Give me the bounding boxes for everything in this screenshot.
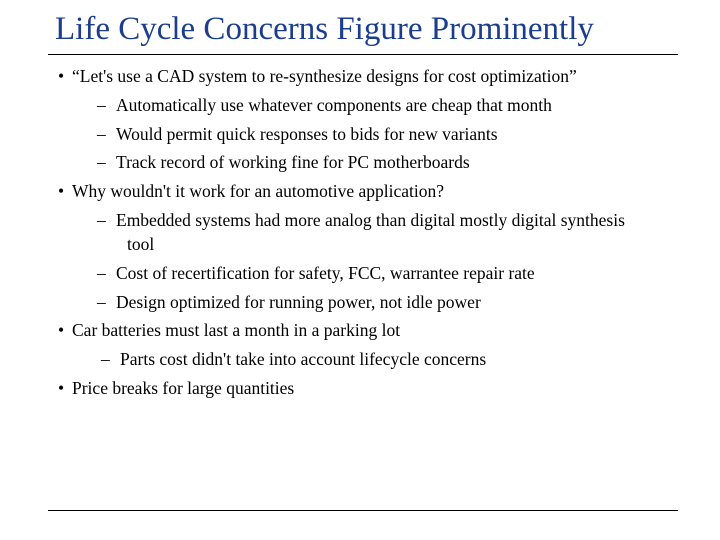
bullet-marker: • xyxy=(58,66,65,86)
slide-title: Life Cycle Concerns Figure Prominently xyxy=(55,11,594,47)
bullet-marker: • xyxy=(58,320,65,340)
dash-marker: – xyxy=(97,263,106,283)
sub-bullet-item xyxy=(97,259,535,288)
bullet-text: Price breaks for large quantities xyxy=(72,378,295,398)
sub-bullet-text: Track record of working fine for PC motherboards xyxy=(116,152,470,172)
dash-marker: – xyxy=(97,95,106,115)
sub-bullet-text: Automatically use whatever components are cheap that month xyxy=(116,95,552,115)
bullet-item xyxy=(58,62,577,91)
sub-bullet-item xyxy=(97,91,552,120)
bullet-text: “Let's use a CAD system to re-synthesize designs for cost optimization” xyxy=(72,66,577,86)
sub-bullet-text: Design optimized for running power, not idle power xyxy=(116,292,481,312)
sub-bullet-text: Would permit quick responses to bids for new variants xyxy=(116,124,498,144)
sub-bullet-text: Parts cost didn't take into account lifecycle concerns xyxy=(120,349,487,369)
dash-marker: – xyxy=(101,349,110,369)
sub-bullet-item xyxy=(97,288,481,317)
dash-marker: – xyxy=(97,124,106,144)
bullet-item xyxy=(58,177,444,206)
sub-bullet-text: Cost of recertification for safety, FCC, warrantee repair rate xyxy=(116,263,535,283)
sub-bullet-text: Embedded systems had more analog than digital mostly digital synthesis xyxy=(116,210,625,230)
sub-bullet-item xyxy=(97,148,470,177)
bullet-marker: • xyxy=(58,181,65,201)
title-divider xyxy=(48,54,678,55)
dash-marker: – xyxy=(97,210,106,230)
sub-bullet-item xyxy=(97,206,625,235)
sub-bullet-item xyxy=(101,345,486,374)
dash-marker: – xyxy=(97,152,106,172)
footer-divider xyxy=(48,510,678,511)
bullet-text: Car batteries must last a month in a parking lot xyxy=(72,320,401,340)
continuation-text: tool xyxy=(127,234,155,254)
dash-marker: – xyxy=(97,292,106,312)
sub-bullet-continuation xyxy=(127,230,154,259)
sub-bullet-item xyxy=(97,120,498,149)
bullet-marker: • xyxy=(58,378,65,398)
bullet-item xyxy=(58,316,400,345)
bullet-item xyxy=(58,374,294,403)
bullet-text: Why wouldn't it work for an automotive application? xyxy=(72,181,445,201)
